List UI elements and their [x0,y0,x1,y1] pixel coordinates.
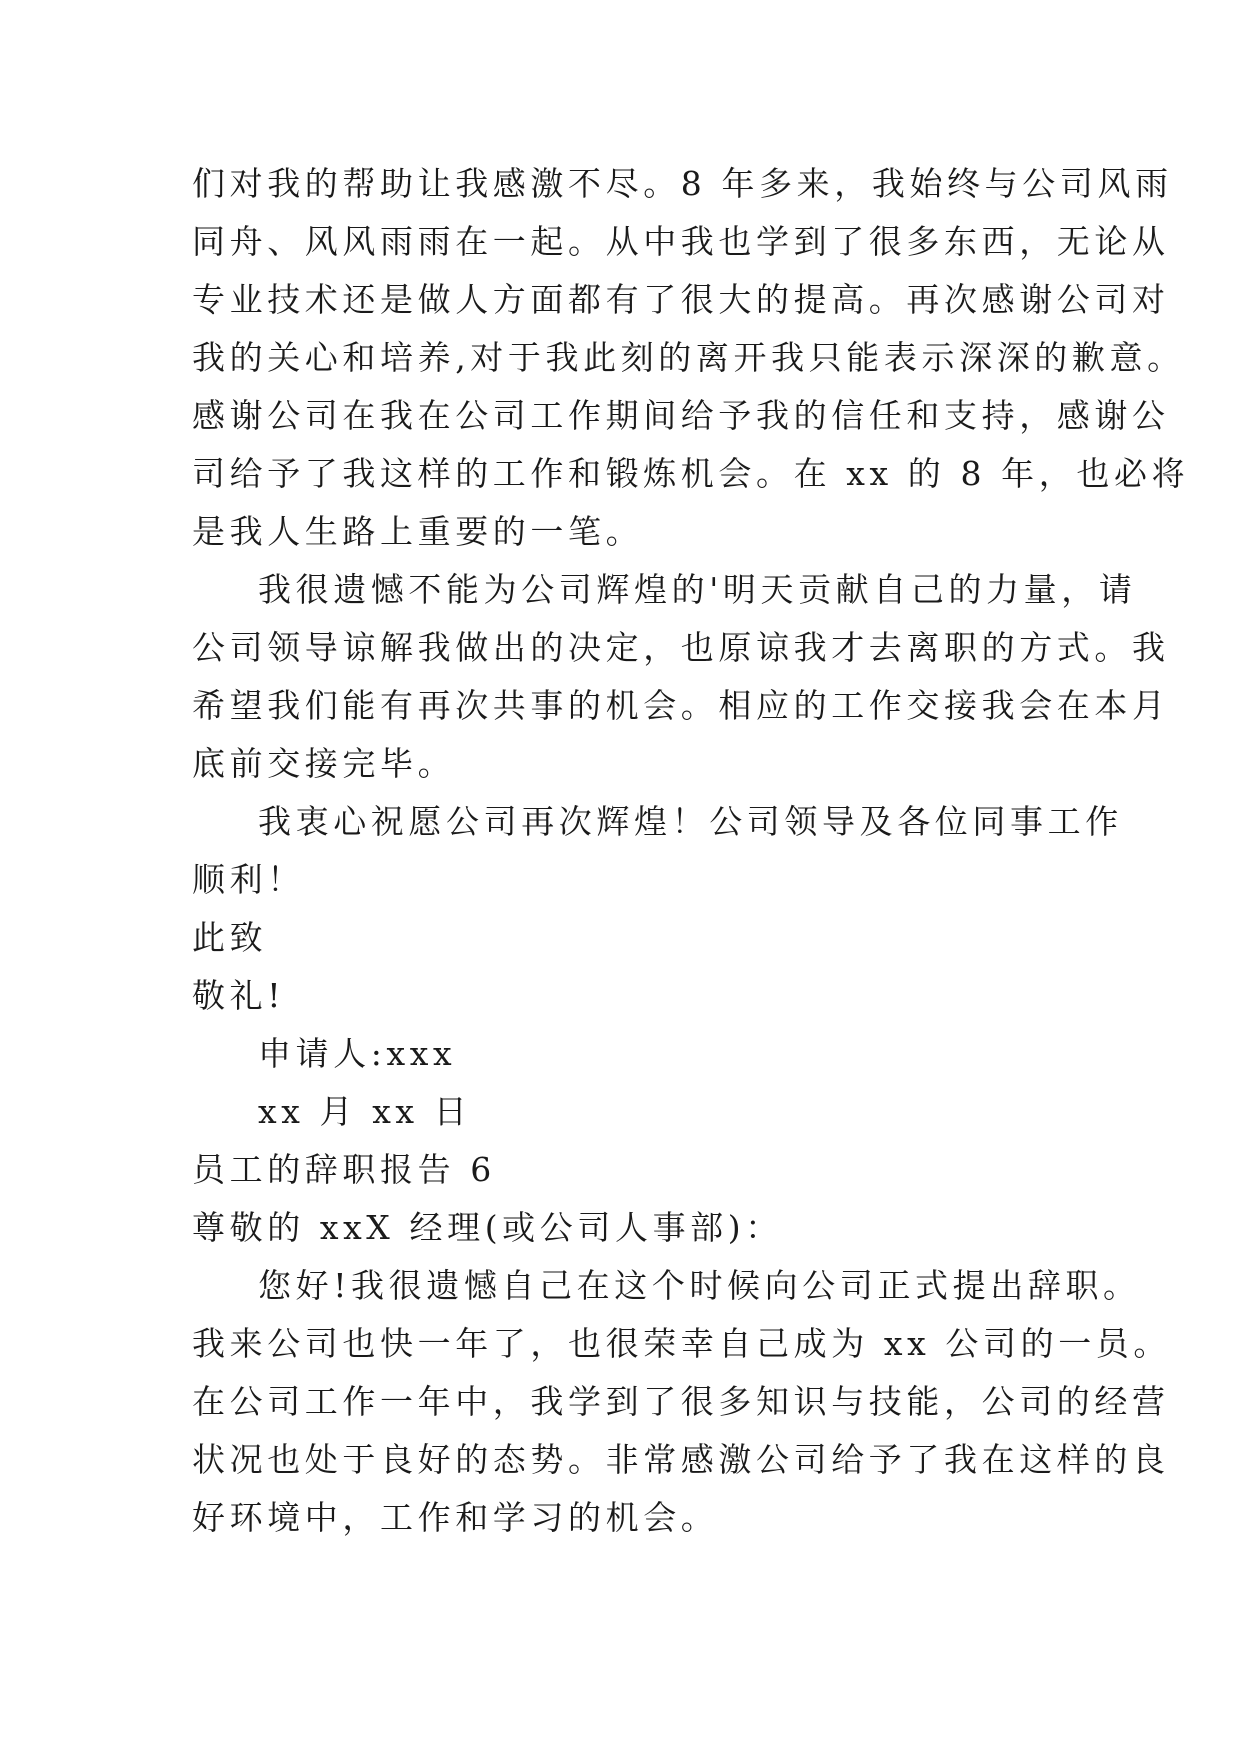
body-line: 底前交接完毕。 [192,744,456,783]
body-line: 司给予了我这样的工作和锻炼机会。在 xx 的 8 年，也必将 [192,454,1190,493]
body-line: 是我人生路上重要的一笔。 [192,512,644,551]
letter-date: xx 月 xx 日 [258,1092,472,1131]
body-line: 我衷心祝愿公司再次辉煌！公司领导及各位同事工作 [258,802,1123,841]
body-line: 希望我们能有再次共事的机会。相应的工作交接我会在本月 [192,686,1170,725]
closing-regards: 敬礼! [192,976,286,1015]
body-line: 专业技术还是做人方面都有了很大的提高。再次感谢公司对 [192,280,1170,319]
body-line: 我很遗憾不能为公司辉煌的'明天贡献自己的力量，请 [258,570,1137,609]
body-line: 们对我的帮助让我感激不尽。8 年多来，我始终与公司风雨 [192,164,1173,203]
body-line: 在公司工作一年中，我学到了很多知识与技能，公司的经营 [192,1382,1170,1421]
body-line: 好环境中，工作和学习的机会。 [192,1498,719,1537]
body-line: 状况也处于良好的态势。非常感激公司给予了我在这样的良 [192,1440,1170,1479]
applicant-signature: 申请人:xxx [258,1034,457,1073]
section-title: 员工的辞职报告 6 [192,1150,496,1189]
body-line: 感谢公司在我在公司工作期间给予我的信任和支持，感谢公 [192,396,1170,435]
body-line: 顺利！ [192,860,305,899]
closing-salutation: 此致 [192,918,268,957]
body-line: 您好!我很遗憾自己在这个时候向公司正式提出辞职。 [258,1266,1141,1305]
body-line: 同舟、风风雨雨在一起。从中我也学到了很多东西，无论从 [192,222,1170,261]
body-line: 我来公司也快一年了，也很荣幸自己成为 xx 公司的一员。 [192,1324,1172,1363]
body-line: 我的关心和培养,对于我此刻的离开我只能表示深深的歉意。 [192,338,1185,377]
body-line: 公司领导谅解我做出的决定，也原谅我才去离职的方式。我 [192,628,1170,667]
greeting-line: 尊敬的 xxX 经理(或公司人事部)： [192,1208,783,1247]
